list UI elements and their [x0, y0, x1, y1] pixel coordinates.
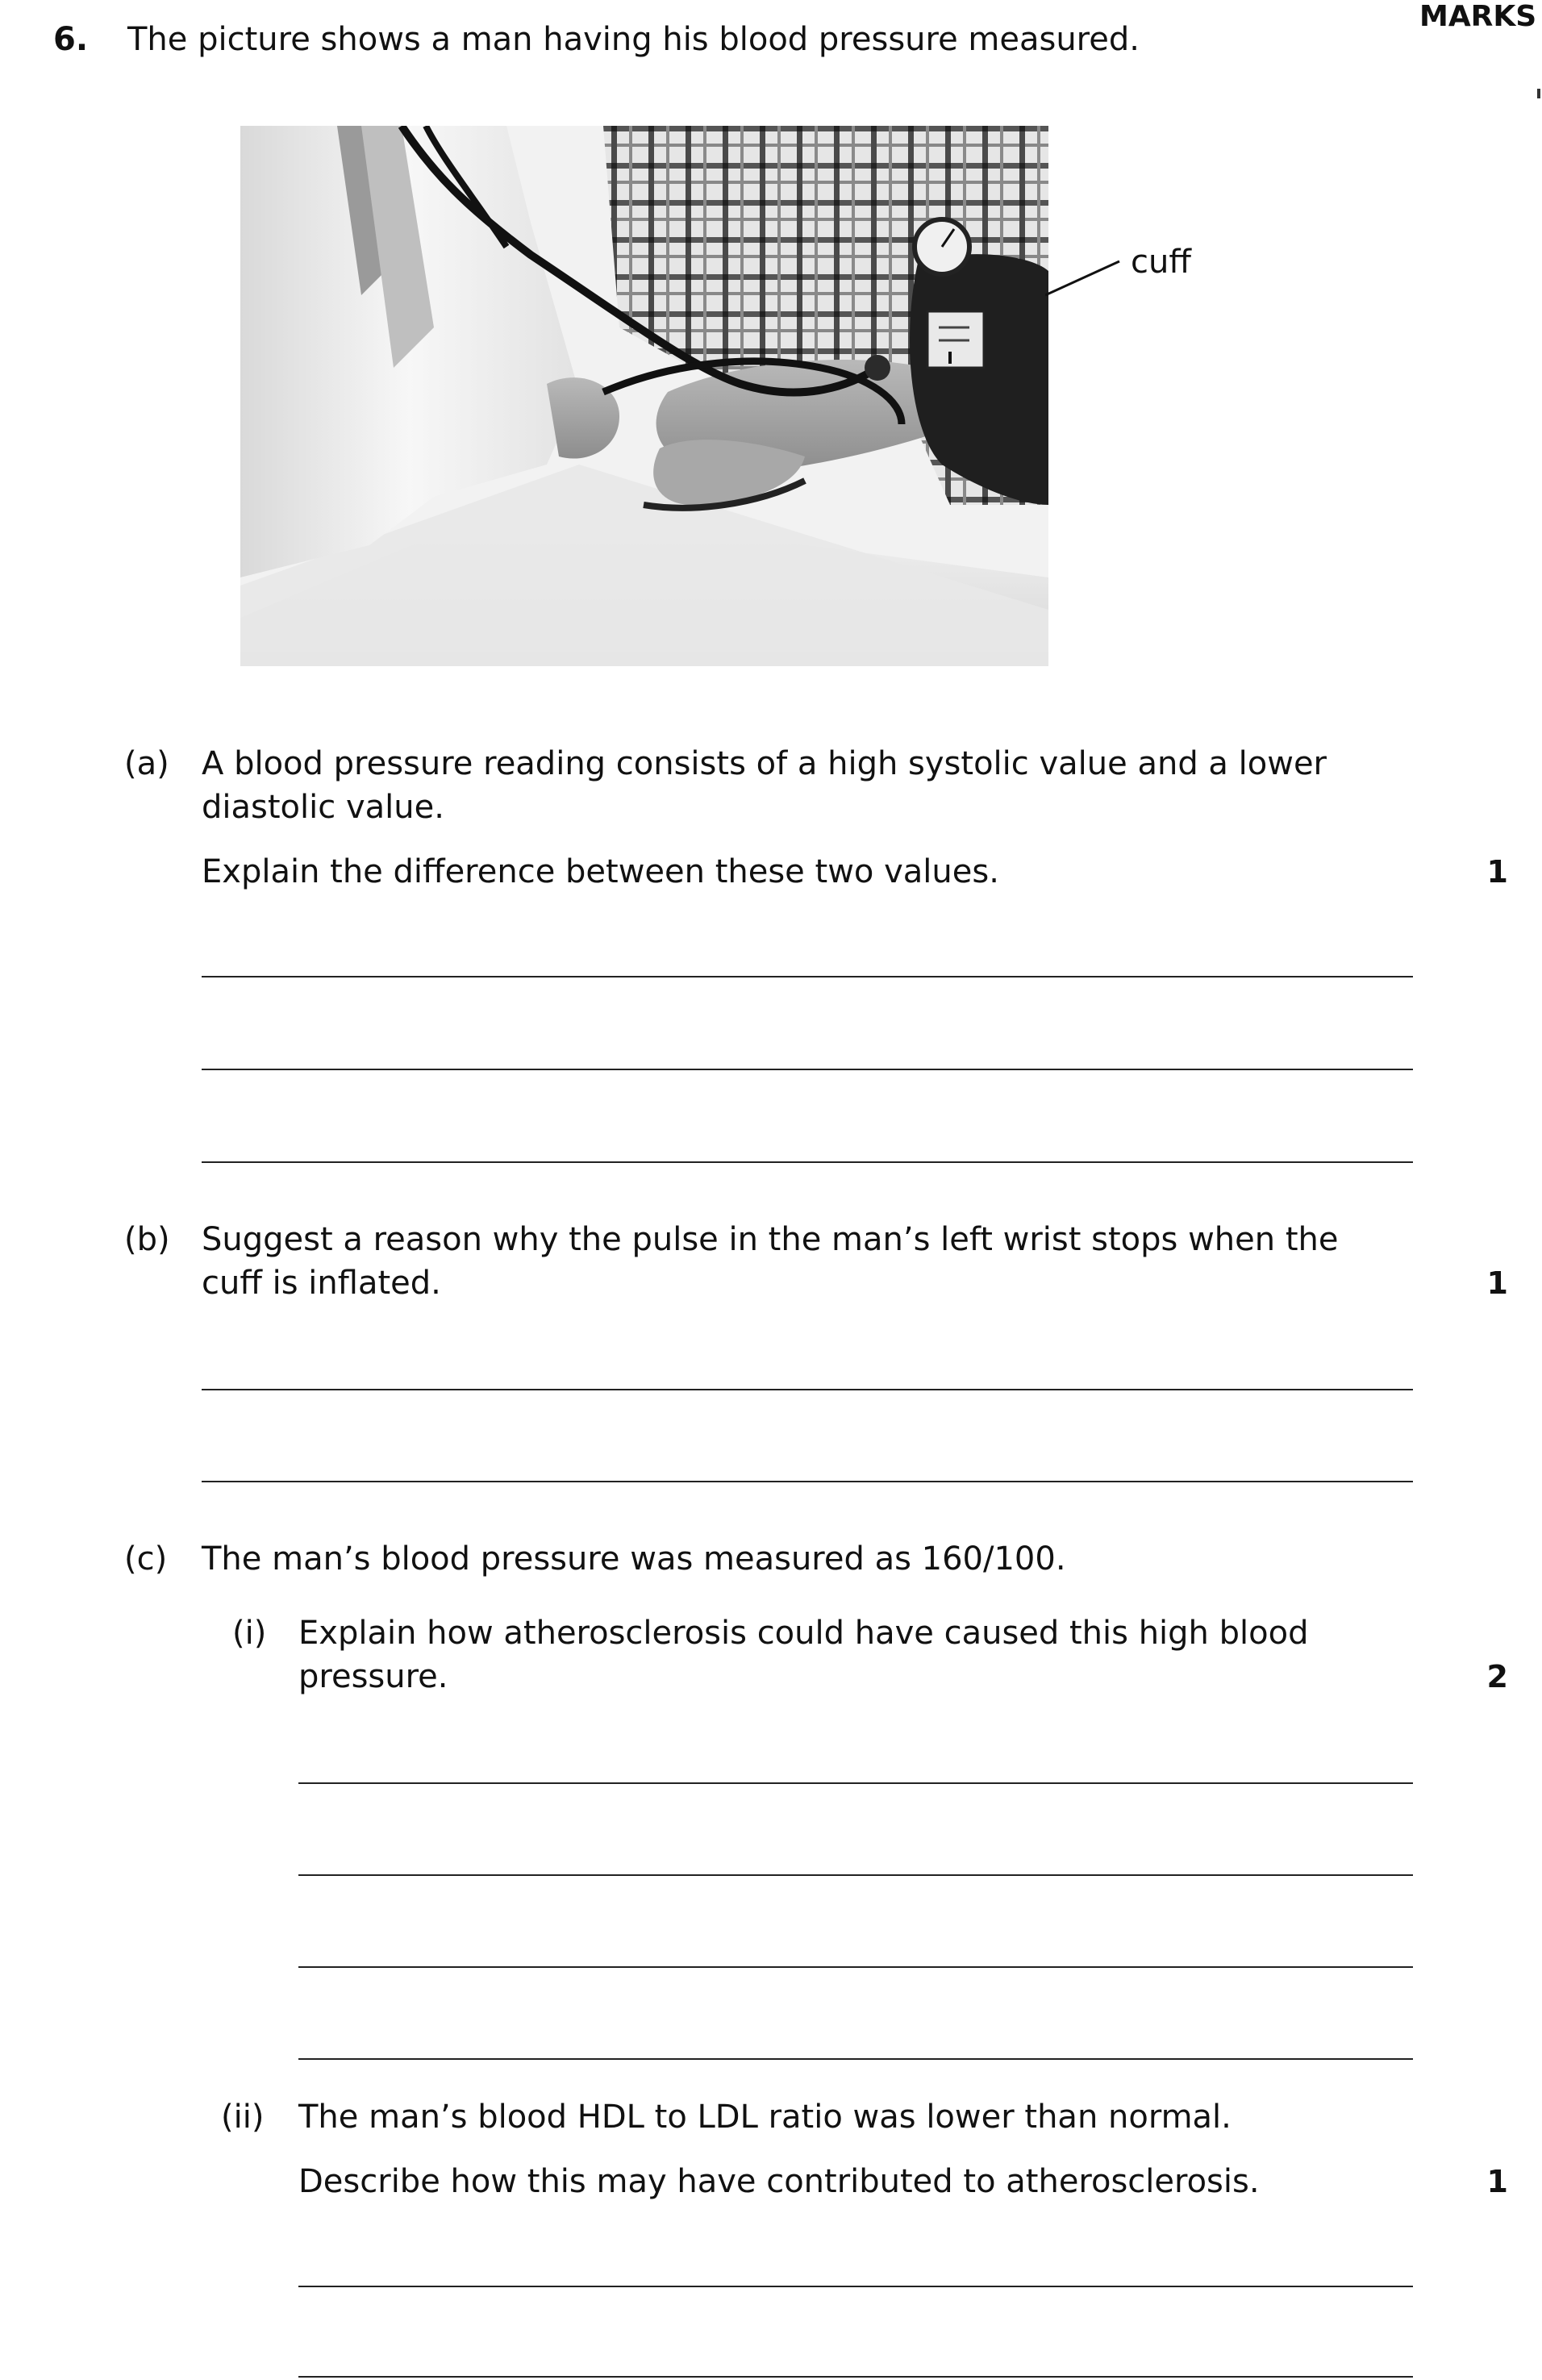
part-c-text: The man’s blood pressure was measured as 160/100. — [202, 1540, 1066, 1578]
part-a-text-line2: diastolic value. — [202, 789, 444, 826]
part-a-answer-line[interactable] — [202, 1069, 1413, 1070]
photo-illustration — [240, 126, 1048, 666]
part-c-ii-answer-line[interactable] — [298, 2376, 1413, 2378]
part-c-i-answer-line[interactable] — [298, 2058, 1413, 2060]
part-c-i-text-line2: pressure. — [298, 1658, 448, 1695]
cuff-callout-label: cuff — [1131, 244, 1191, 281]
part-a-marks: 1 — [1486, 854, 1508, 890]
blood-pressure-photo — [240, 126, 1048, 666]
question-number: 6. — [53, 21, 89, 58]
part-c-ii-marks: 1 — [1486, 2164, 1508, 2199]
part-c-ii-instruction: Describe how this may have contributed to atherosclerosis. — [298, 2163, 1260, 2200]
marks-column-rule — [1537, 89, 1540, 98]
part-c-i-answer-line[interactable] — [298, 1782, 1413, 1784]
part-c-ii-answer-line[interactable] — [298, 2286, 1413, 2287]
question-stem: The picture shows a man having his blood pressure measured. — [127, 21, 1140, 58]
part-a-answer-line[interactable] — [202, 1161, 1413, 1163]
part-b-answer-line[interactable] — [202, 1389, 1413, 1390]
cuff-leader-line — [1045, 256, 1123, 298]
part-a-label: (a) — [124, 745, 169, 782]
part-c-i-answer-line[interactable] — [298, 1966, 1413, 1968]
part-a-instruction: Explain the difference between these two values. — [202, 853, 999, 890]
part-c-i-label: (i) — [232, 1615, 267, 1652]
part-b-label: (b) — [124, 1221, 170, 1258]
part-c-label: (c) — [124, 1540, 168, 1578]
marks-column-header: MARKS — [1419, 0, 1537, 33]
part-b-text-line2: cuff is inflated. — [202, 1265, 441, 1302]
part-b-answer-line[interactable] — [202, 1481, 1413, 1482]
part-c-i-answer-line[interactable] — [298, 1874, 1413, 1876]
part-c-i-marks: 2 — [1486, 1659, 1508, 1694]
part-b-marks: 1 — [1486, 1265, 1508, 1301]
part-a-answer-line[interactable] — [202, 976, 1413, 977]
part-a-text-line1: A blood pressure reading consists of a high systolic value and a lower — [202, 745, 1327, 782]
part-c-i-text-line1: Explain how atherosclerosis could have caused this high blood — [298, 1615, 1309, 1652]
part-b-text-line1: Suggest a reason why the pulse in the man’s left wrist stops when the — [202, 1221, 1339, 1258]
part-c-ii-text: The man’s blood HDL to LDL ratio was lower than normal. — [298, 2099, 1232, 2136]
part-c-ii-label: (ii) — [221, 2099, 265, 2136]
